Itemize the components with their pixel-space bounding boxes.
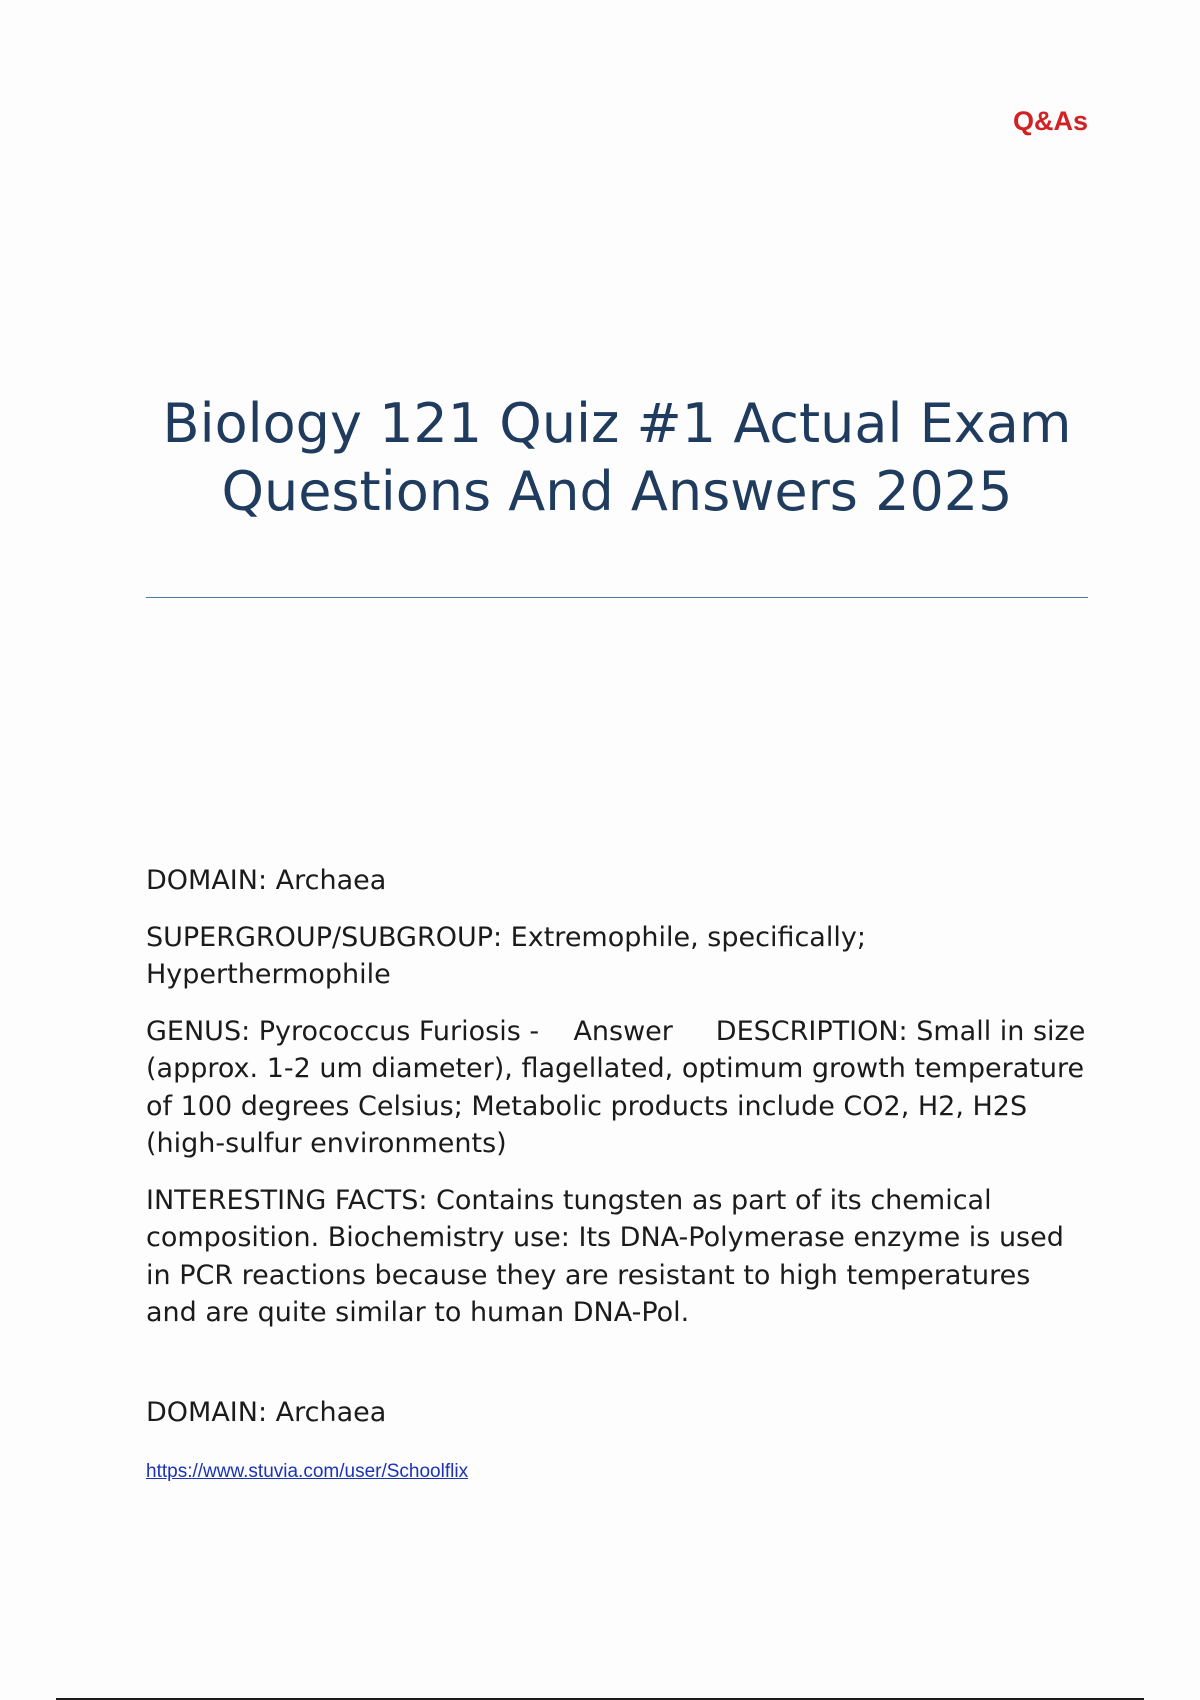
domain-line-second: DOMAIN: Archaea — [146, 1396, 387, 1428]
title-divider — [146, 597, 1088, 598]
page-title: Biology 121 Quiz #1 Actual Exam Questions And Answers 2025 — [162, 392, 1072, 523]
genus-answer-paragraph: GENUS: Pyrococcus Furiosis - Answer DESCRIPTION: Small in size (approx. 1-2 um diameter), flagellated, optimum growth temperature of 100 degrees Celsius; Metabolic products include CO2, H2, H2S (high-sulfur environments) — [146, 1015, 1094, 1159]
title-block — [146, 390, 1088, 526]
domain-line: DOMAIN: Archaea — [146, 865, 387, 896]
supergroup-line: SUPERGROUP/SUBGROUP: Extremophile, specifically; Hyperthermophile — [146, 921, 866, 990]
document-body — [146, 862, 1094, 1491]
qas-badge: Q&As — [1012, 106, 1088, 136]
source-link[interactable]: https://www.stuvia.com/user/Schoolflix — [146, 1461, 469, 1482]
interesting-facts-paragraph: INTERESTING FACTS: Contains tungsten as part of its chemical composition. Biochemistry use: Its DNA-Polymerase enzyme is used in PCR reactions because they are resistant to high temperatures and are quite similar to human DNA-Pol. — [146, 1184, 1064, 1328]
